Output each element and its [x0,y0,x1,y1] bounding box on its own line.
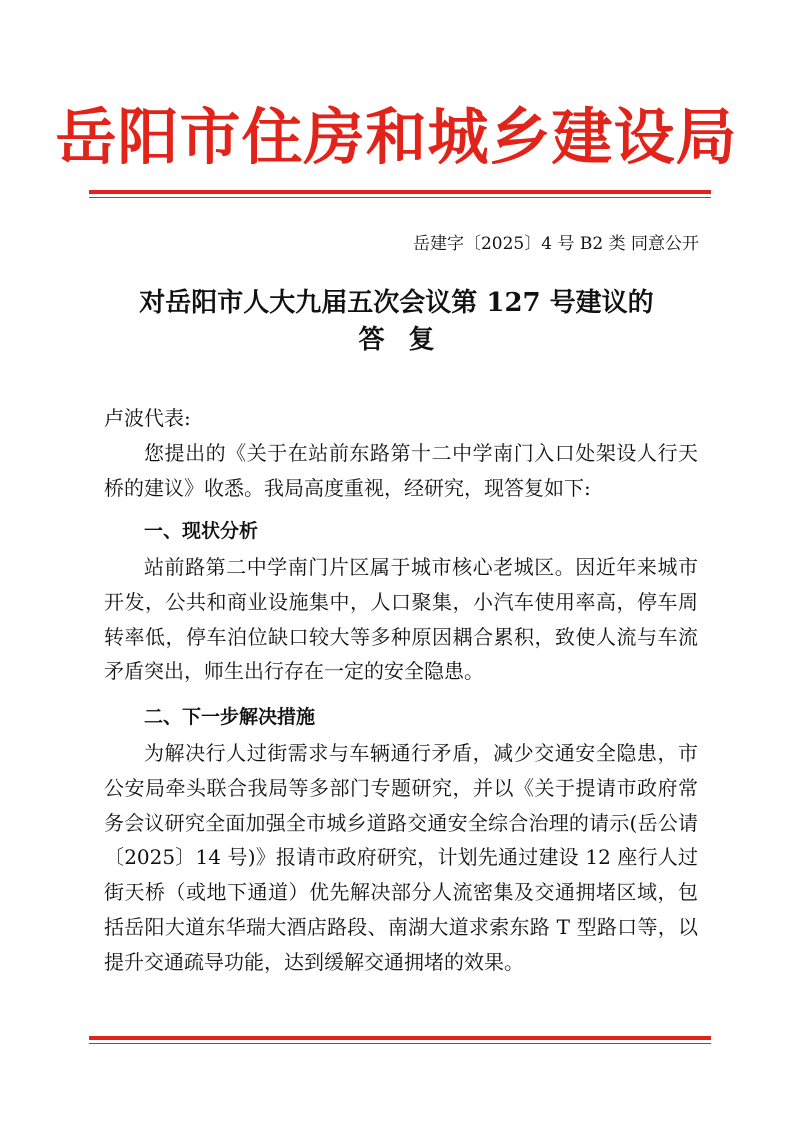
measures-paragraph: 为解决行人过街需求与车辆通行矛盾，减少交通安全隐患，市公安局牵头联合我局等多部门专题研究，并以《关于提请市政府常务会议研究全面加强全市城乡道路交通安全综合治理的请示(岳公请〔2025〕14 号)》报请市政府研究，计划先通过建设 12 座行人过街天桥（或地下通道）优先解决部分人流密集及交通拥堵区域，包括岳阳大道东华瑞大酒店路段、南湖大道求索东路 T 型路口等，以提升交通疏导功能，达到缓解交通拥堵的效果。 [104,741,698,974]
status-paragraph: 站前路第二中学南门片区属于城市核心老城区。因近年来城市开发，公共和商业设施集中，人口聚集，小汽车使用率高，停车周转率低，停车泊位缺口较大等多种原因耦合累积，致使人流与车流矛盾突出，师生出行存在一定的安全隐患。 [104,555,698,684]
section-heading-status: 一、现状分析 [144,520,259,542]
red-rule-thin [89,197,711,198]
document-title-line-1: 对岳阳市人大九届五次会议第 127 号建议的 [139,288,654,318]
red-rule-thick [89,190,711,194]
section-heading-measures: 二、下一步解决措施 [144,706,316,728]
letterhead-org-name: 岳阳市住房和城乡建设局 [55,102,738,173]
footer-red-rule [89,1036,711,1044]
document-number: 岳建字〔2025〕4 号 B2 类 同意公开 [412,234,699,254]
letterhead-red-rule [89,190,711,198]
salutation: 卢波代表: [104,406,191,430]
footer-rule-thick [89,1036,711,1040]
intro-paragraph: 您提出的《关于在站前东路第十二中学南门入口处架设人行天桥的建议》收悉。我局高度重视，经研究，现答复如下: [104,441,698,500]
document-title-line-2: 答复 [358,325,459,355]
footer-rule-thin [89,1043,711,1044]
